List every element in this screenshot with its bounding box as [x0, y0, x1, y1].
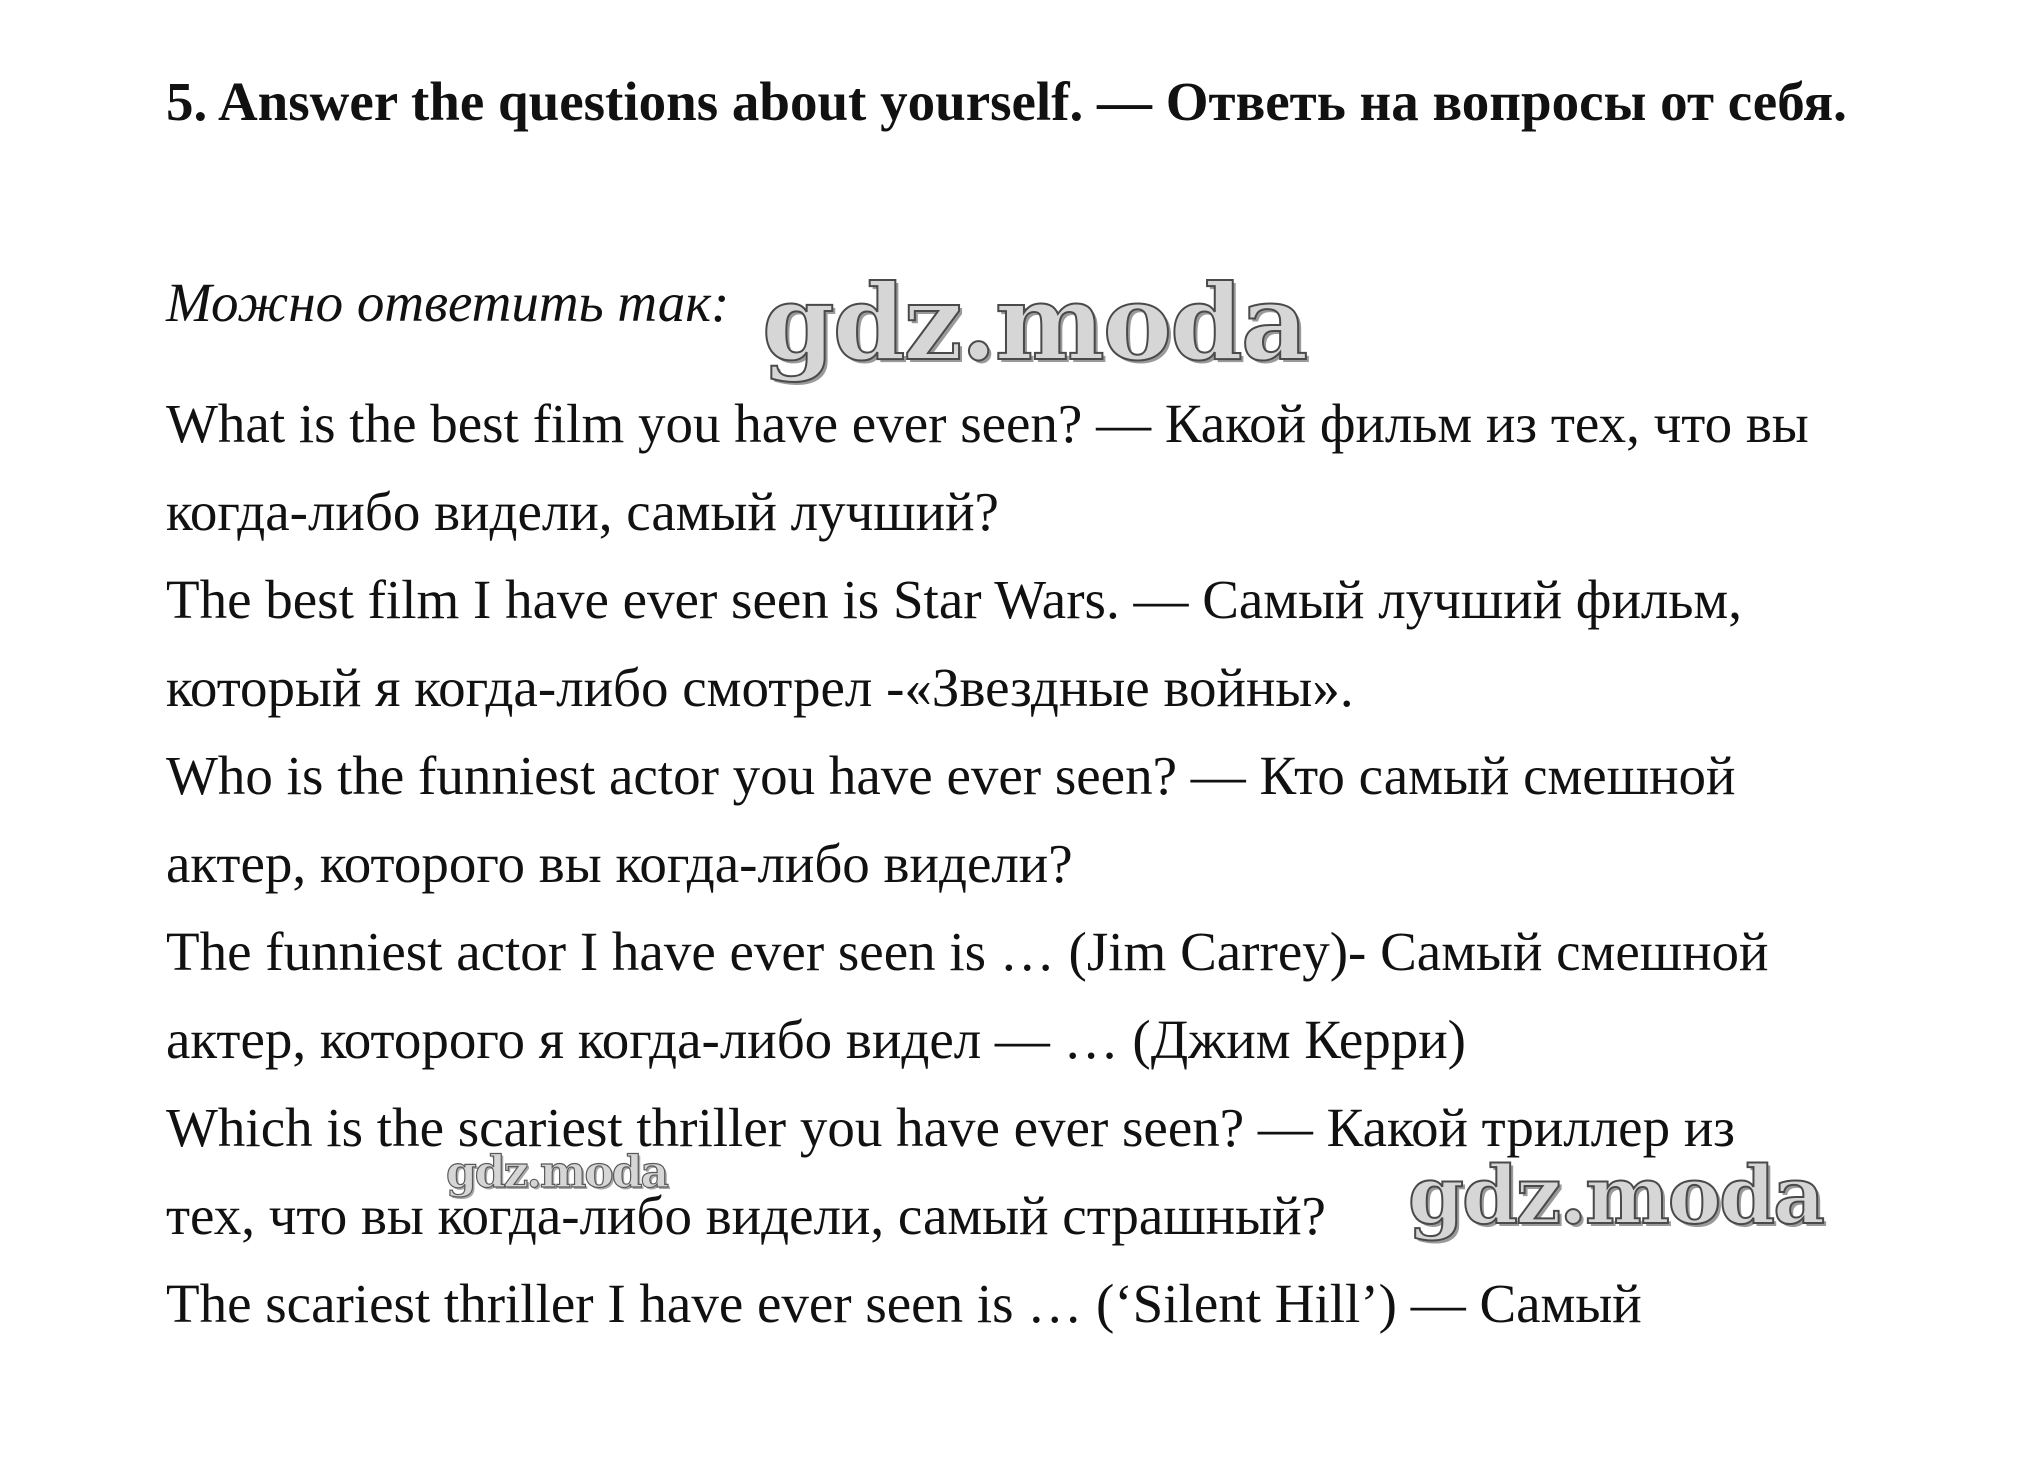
- text-line: What is the best film you have ever seen? — Какой фильм из тех, что вы: [166, 393, 1809, 454]
- text-line: The scariest thriller I have ever seen is … (‘Silent Hill’) — Самый: [166, 1273, 1642, 1334]
- exercise-heading: 5. Answer the questions about yourself. — Ответь на вопросы от себя.: [166, 71, 1847, 132]
- text-line: The funniest actor I have ever seen is … (Jim Carrey)- Самый смешной: [166, 921, 1769, 982]
- watermark-logo: gdz.moda: [1408, 1148, 1823, 1242]
- text-line: актер, которого я когда-либо видел — … (Джим Керри): [166, 1009, 1466, 1070]
- text-line: The best film I have ever seen is Star Wars. — Самый лучший фильм,: [166, 569, 1742, 630]
- answer-intro: Можно ответить так:: [166, 272, 730, 333]
- text-line: тех, что вы когда-либо видели, самый страшный?: [166, 1185, 1326, 1246]
- text-line: который я когда-либо смотрел -«Звездные войны».: [166, 657, 1354, 718]
- text-line: Which is the scariest thriller you have ever seen? — Какой триллер из: [166, 1097, 1736, 1158]
- text-line: когда-либо видели, самый лучший?: [166, 481, 999, 542]
- watermark-logo: gdz.moda: [762, 261, 1307, 384]
- watermark-logo-small: gdz.moda: [446, 1147, 668, 1198]
- text-line: Who is the funniest actor you have ever seen? — Кто самый смешной: [166, 745, 1736, 806]
- text-line: актер, которого вы когда-либо видели?: [166, 833, 1073, 894]
